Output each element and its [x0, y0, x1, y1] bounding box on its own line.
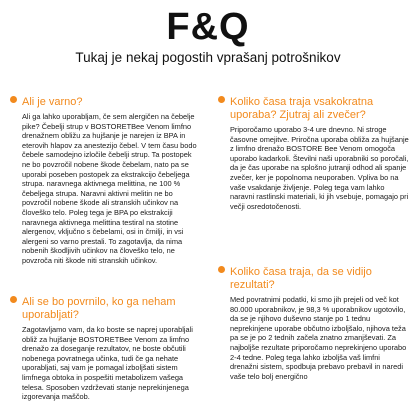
- faq-item-results: [220, 266, 410, 381]
- faq-item-usage-time: [220, 96, 410, 211]
- bullet-dot-icon: [218, 96, 225, 103]
- faq-answer: Priporočamo uporabo 3-4 ure dnevno. Ni stroge časovne omejitve. Priročna uporaba obliža za hujšanje z limfno drenažo BOSTORE Bee Venom omogoča uporabo kadarkoli. Številni naši uporabniki so poročali, da je čas uporabe na splošno jutranji odhod ali spanje zvečer, ker je popolnoma neuporaben. Vpliva bo na vaše vsakdanje življenje. Poleg tega vam lahko naravni rastlinski materiali, ki jih vsebuje, pomagajo pri večji osredotočenosti.: [230, 125, 409, 211]
- faq-question: [220, 96, 410, 122]
- page-subtitle: Tukaj je nekaj pogostih vprašanj potrošnikov: [75, 50, 341, 65]
- page-title: F&Q: [166, 6, 250, 48]
- bullet-dot-icon: [10, 96, 17, 103]
- bullet-dot-icon: [10, 296, 17, 303]
- faq-item-safety: [12, 96, 198, 266]
- bullet-dot-icon: [218, 266, 225, 273]
- faq-question: [220, 266, 410, 292]
- faq-answer: Ali ga lahko uporabljam, če sem alergičen na čebelje pike? Čebelji strup v BOSTORETBee Venom limfno drenažnem obližu za hujšanje je narejen iz BPA in eterovih hlapov za anestezijo čebel. V tem času bodo čebele samodejno izločile čebelji strup. Ta postopek ne bo povzročil nobene škode čebelam, nato pa se uporabi poseben postopek za ekstrakcijo čebeljega strupa. naravnega aktivnega melittina, ne 100 % čebeljega strupa. Naravni aktivni melitin ne bo povzročil nobene škode ali stranskih učinkov na človeško telo. Poleg tega je BPA po ekstrakciji naravnega aktivnega melittina testiral na stotine alergenov, vključno s čebelami, osi in črnilji, in vsi alergeni so varno prestali. To zagotavlja, da nima nobenih škodljivih učinkov na človeško telo, ne povzroča niti škode niti stranskih učinkov.: [22, 112, 197, 265]
- faq-answer: Med povratnimi podatki, ki smo jih prejeli od več kot 80.000 uporabnikov, je 98,3 % uporabnikov ugotovilo, da se je njihovo duševno stanje po 1 tednu neprekinjene uporabe občutno izboljšalo, njihova teža pa se je po 2 tednih začela znatno zmanjševati. Za najboljše rezultate priporočamo neprekinjeno uporabo 2-4 tedne. Poleg tega lahko izboljša vaš limfni drenažni sistem, spodbuja prebavo prebavil in naredi vaše telo bolj energično: [230, 295, 407, 381]
- faq-question-text: Ali je varno?: [22, 96, 83, 108]
- faq-question: [12, 96, 198, 109]
- faq-question-text: Koliko časa traja vsakokratna uporaba? Zjutraj ali zvečer?: [230, 96, 374, 121]
- faq-answer: Zagotavljamo vam, da ko boste se naprej uporabljali obliž za hujšanje BOSTORETBee Venom za limfno drenažo za doseganje rezultatov, ne boste občutili nobenega povratnega učinka, tudi če ga nehate uporabljati, saj vam je pomagal izboljšati sistem limfnega obtoka in pospešiti metabolizem vašega telesa. Sposoben vzdrževati stanje neprekinjenega izgorevanja maščob.: [22, 325, 193, 402]
- faq-question-text: Koliko časa traja, da se vidijo rezultati?: [230, 266, 372, 291]
- faq-question: [12, 296, 198, 322]
- faq-question-text: Ali se bo povrnilo, ko ga neham uporabljati?: [22, 296, 176, 321]
- faq-item-rebound: [12, 296, 198, 402]
